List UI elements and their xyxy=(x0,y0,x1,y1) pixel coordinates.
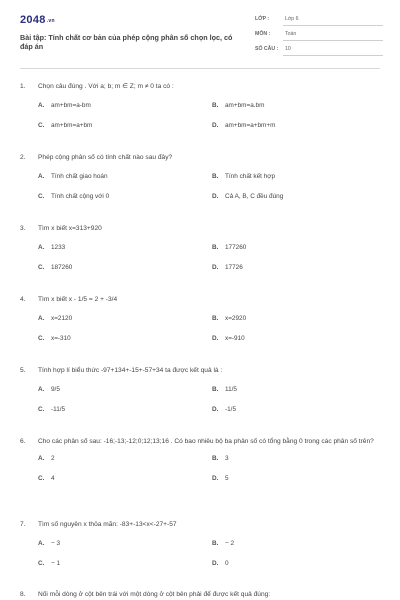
question-6 xyxy=(20,437,380,491)
meta-question-count-label: SỐ CÂU : xyxy=(255,46,279,52)
options-grid xyxy=(20,540,380,576)
option-d[interactable] xyxy=(212,560,229,567)
option-text: Tính chất giao hoán xyxy=(51,172,108,180)
question-1 xyxy=(20,82,380,138)
question-number: 4. xyxy=(20,296,26,303)
option-b[interactable] xyxy=(212,315,246,322)
question-stem xyxy=(20,153,380,163)
question-number: 6. xyxy=(20,438,26,445)
options-grid xyxy=(20,315,380,351)
option-a[interactable] xyxy=(38,315,72,322)
option-text: Tính chất cộng với 0 xyxy=(51,192,110,200)
option-label: C. xyxy=(38,334,45,342)
option-text: − 3 xyxy=(51,539,61,547)
option-text: − 2 xyxy=(225,539,235,547)
option-b[interactable] xyxy=(212,244,246,251)
question-number: 3. xyxy=(20,225,26,232)
option-d[interactable] xyxy=(212,335,245,342)
option-c[interactable] xyxy=(38,264,72,271)
question-number: 8. xyxy=(20,591,26,598)
question-text: Phép cộng phân số có tính chất nào sau đây? xyxy=(38,154,173,161)
option-b[interactable] xyxy=(212,102,264,109)
option-label: D. xyxy=(212,405,219,413)
option-label: D. xyxy=(212,121,219,129)
option-b[interactable] xyxy=(212,455,229,462)
option-c[interactable] xyxy=(38,122,92,129)
option-label: A. xyxy=(38,454,45,462)
meta-class-label: LỚP : xyxy=(255,16,270,22)
option-label: A. xyxy=(38,314,45,322)
option-text: -11/5 xyxy=(51,405,66,413)
option-text: 0 xyxy=(225,559,229,567)
option-text: Tính chất kết hợp xyxy=(225,172,276,180)
site-logo[interactable] xyxy=(20,14,55,26)
option-label: D. xyxy=(212,474,219,482)
option-label: C. xyxy=(38,263,45,271)
option-label: A. xyxy=(38,101,45,109)
option-d[interactable] xyxy=(212,406,236,413)
option-text: − 1 xyxy=(51,559,61,567)
option-text: 3 xyxy=(225,454,229,462)
meta-class-line xyxy=(283,25,383,26)
option-text: x=2920 xyxy=(225,314,247,322)
option-c[interactable] xyxy=(38,193,109,200)
option-label: A. xyxy=(38,172,45,180)
option-text: 17726 xyxy=(225,263,243,271)
option-text: 2 xyxy=(51,454,55,462)
option-label: A. xyxy=(38,243,45,251)
option-label: C. xyxy=(38,121,45,129)
option-a[interactable] xyxy=(38,455,55,462)
option-c[interactable] xyxy=(38,406,65,413)
option-text: Cả A, B, C đều đúng xyxy=(225,192,284,200)
question-3 xyxy=(20,224,380,280)
option-label: B. xyxy=(212,172,219,180)
option-c[interactable] xyxy=(38,475,55,482)
meta-class-value: Lớp 6 xyxy=(285,16,299,22)
option-b[interactable] xyxy=(212,386,237,393)
worksheet-title: Bài tập: Tính chất cơ bản của phép cộng phân số chọn lọc, có đáp án xyxy=(20,33,233,51)
question-7 xyxy=(20,520,380,576)
option-text: x=2120 xyxy=(51,314,73,322)
option-label: A. xyxy=(38,539,45,547)
option-text: 4 xyxy=(51,474,55,482)
option-label: D. xyxy=(212,192,219,200)
option-text: am+bm=a.bm xyxy=(225,101,265,109)
question-stem xyxy=(20,224,380,234)
options-grid xyxy=(20,102,380,138)
question-text: Tìm x biết x - 1/5 = 2 + -3/4 xyxy=(38,296,118,303)
option-text: 177260 xyxy=(225,243,247,251)
question-stem xyxy=(20,590,380,600)
option-a[interactable] xyxy=(38,173,108,180)
options-grid xyxy=(20,455,380,491)
option-b[interactable] xyxy=(212,173,275,180)
option-b[interactable] xyxy=(212,540,234,547)
meta-question-count-value: 10 xyxy=(285,46,291,52)
worksheet-header xyxy=(0,0,400,70)
option-text: 1233 xyxy=(51,243,66,251)
option-a[interactable] xyxy=(38,102,91,109)
question-5 xyxy=(20,366,380,422)
option-label: C. xyxy=(38,559,45,567)
option-text: am+bm=a+bm+m xyxy=(225,121,276,129)
option-d[interactable] xyxy=(212,264,243,271)
option-c[interactable] xyxy=(38,560,60,567)
option-d[interactable] xyxy=(212,475,229,482)
meta-subject-label: MÔN : xyxy=(255,31,271,37)
question-text: Tìm số nguyên x thỏa mãn: -83+-13<x<-27+-57 xyxy=(38,521,177,528)
question-text: Chọn câu đúng . Với a; b; m ∈ Z; m ≠ 0 ta có : xyxy=(38,83,174,90)
question-text: Nối mỗi dòng ở cột bên trái với một dòng ở cột bên phải để được kết quả đúng: xyxy=(38,591,271,598)
question-stem xyxy=(20,82,380,92)
question-2 xyxy=(20,153,380,209)
option-label: C. xyxy=(38,405,45,413)
option-label: C. xyxy=(38,474,45,482)
option-label: B. xyxy=(212,454,219,462)
question-number: 2. xyxy=(20,154,26,161)
option-label: D. xyxy=(212,263,219,271)
option-label: B. xyxy=(212,243,219,251)
option-label: D. xyxy=(212,334,219,342)
option-label: B. xyxy=(212,385,219,393)
options-grid xyxy=(20,244,380,280)
meta-subject xyxy=(255,29,383,41)
options-grid xyxy=(20,386,380,422)
logo-text: 2048 xyxy=(20,14,46,26)
option-text: 187260 xyxy=(51,263,73,271)
option-label: B. xyxy=(212,314,219,322)
question-number: 5. xyxy=(20,367,26,374)
meta-subject-line xyxy=(283,40,383,41)
option-text: 9/5 xyxy=(51,385,60,393)
option-text: -1/5 xyxy=(225,405,237,413)
header-divider xyxy=(20,68,380,69)
option-c[interactable] xyxy=(38,335,71,342)
question-8 xyxy=(20,590,380,600)
question-text: Tìm x biết x=313+920 xyxy=(38,225,102,232)
option-text: x=-310 xyxy=(51,334,71,342)
question-stem xyxy=(20,520,380,530)
meta-question-count xyxy=(255,44,383,56)
option-text: am+bm=a+bm xyxy=(51,121,93,129)
option-a[interactable] xyxy=(38,386,60,393)
option-text: am+bm=a-bm xyxy=(51,101,91,109)
question-4 xyxy=(20,295,380,351)
option-label: D. xyxy=(212,559,219,567)
question-number: 1. xyxy=(20,83,26,90)
option-label: B. xyxy=(212,101,219,109)
option-text: 5 xyxy=(225,474,229,482)
options-grid xyxy=(20,173,380,209)
question-text: Cho các phân số sau: -16;-13;-12;0;12;13;16 . Có bao nhiêu bộ ba phân số có tổng bằng 0 trong các phân số trên? xyxy=(38,438,374,445)
question-stem xyxy=(20,437,380,447)
option-text: 11/5 xyxy=(225,385,237,393)
question-stem xyxy=(20,366,380,376)
option-label: A. xyxy=(38,385,45,393)
option-label: B. xyxy=(212,539,219,547)
question-stem xyxy=(20,295,380,305)
option-a[interactable] xyxy=(38,540,60,547)
question-text: Tính hợp lí biểu thức -97+134+-15+-57+34 ta được kết quả là : xyxy=(38,367,223,374)
option-a[interactable] xyxy=(38,244,65,251)
meta-subject-value: Toán xyxy=(285,31,297,37)
question-number: 7. xyxy=(20,521,26,528)
meta-question-count-line xyxy=(283,55,383,56)
meta-class xyxy=(255,14,383,26)
option-label: C. xyxy=(38,192,45,200)
option-d[interactable] xyxy=(212,122,275,129)
logo-suffix: .vn xyxy=(46,18,55,24)
option-text: x=-910 xyxy=(225,334,245,342)
option-d[interactable] xyxy=(212,193,283,200)
